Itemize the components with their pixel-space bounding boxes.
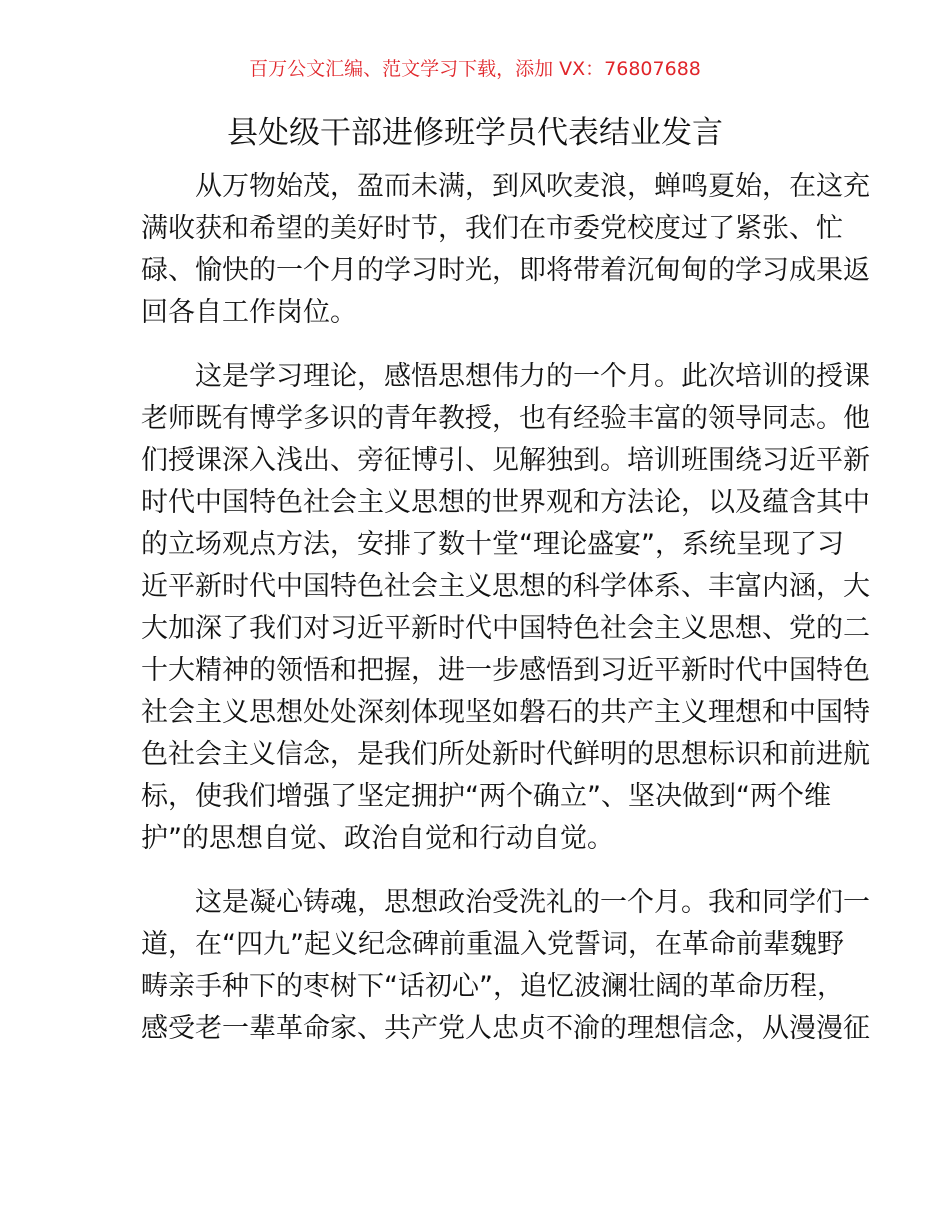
text-line: 回各自工作岗位。 (141, 297, 357, 328)
text-line: 碌、愉快的一个月的学习时光，即将带着沉甸甸的学习成果返 (141, 255, 870, 286)
text-line: 畴亲手种下的枣树下“话初心”，追忆波澜壮阔的革命历程， (141, 971, 844, 1002)
text-line: 近平新时代中国特色社会主义思想的科学体系、丰富内涵，大 (141, 571, 870, 602)
text-line: 标，使我们增强了坚定拥护“两个确立”、坚决做到“两个维 (141, 781, 831, 812)
paragraph (141, 356, 870, 860)
watermark-header: 百万公文汇编、范文学习下载，添加 VX：76807688 (249, 58, 701, 80)
text-line: 老师既有博学多识的青年教授，也有经验丰富的领导同志。他 (141, 403, 870, 434)
text-line: 们授课深入浅出、旁征博引、见解独到。培训班围绕习近平新 (141, 445, 870, 476)
text-line: 大加深了我们对习近平新时代中国特色社会主义思想、党的二 (141, 613, 870, 644)
text-line: 社会主义思想处处深刻体现坚如磐石的共产主义理想和中国特 (141, 697, 870, 728)
text-line: 护”的思想自觉、政治自觉和行动自觉。 (141, 823, 614, 854)
text-line: 时代中国特色社会主义思想的世界观和方法论，以及蕴含其中 (141, 487, 870, 518)
text-line: 这是学习理论，感悟思想伟力的一个月。此次培训的授课 (195, 361, 870, 392)
text-line: 感受老一辈革命家、共产党人忠贞不渝的理想信念，从漫漫征 (141, 1013, 870, 1044)
text-line: 十大精神的领悟和把握，进一步感悟到习近平新时代中国特色 (141, 655, 870, 686)
text-line: 道，在“四九”起义纪念碑前重温入党誓词，在革命前辈魏野 (141, 929, 844, 960)
text-line: 从万物始茂，盈而未满，到风吹麦浪，蝉鸣夏始，在这充 (195, 171, 870, 202)
document-body (141, 166, 870, 1072)
paragraph (141, 882, 870, 1050)
document-title: 县处级干部进修班学员代表结业发言 (227, 115, 723, 151)
paragraph (141, 166, 870, 334)
text-line: 满收获和希望的美好时节，我们在市委党校度过了紧张、忙 (141, 213, 843, 244)
text-line: 的立场观点方法，安排了数十堂“理论盛宴”，系统呈现了习 (141, 529, 844, 560)
text-line: 这是凝心铸魂，思想政治受洗礼的一个月。我和同学们一 (195, 887, 870, 918)
text-line: 色社会主义信念，是我们所处新时代鲜明的思想标识和前进航 (141, 739, 870, 770)
